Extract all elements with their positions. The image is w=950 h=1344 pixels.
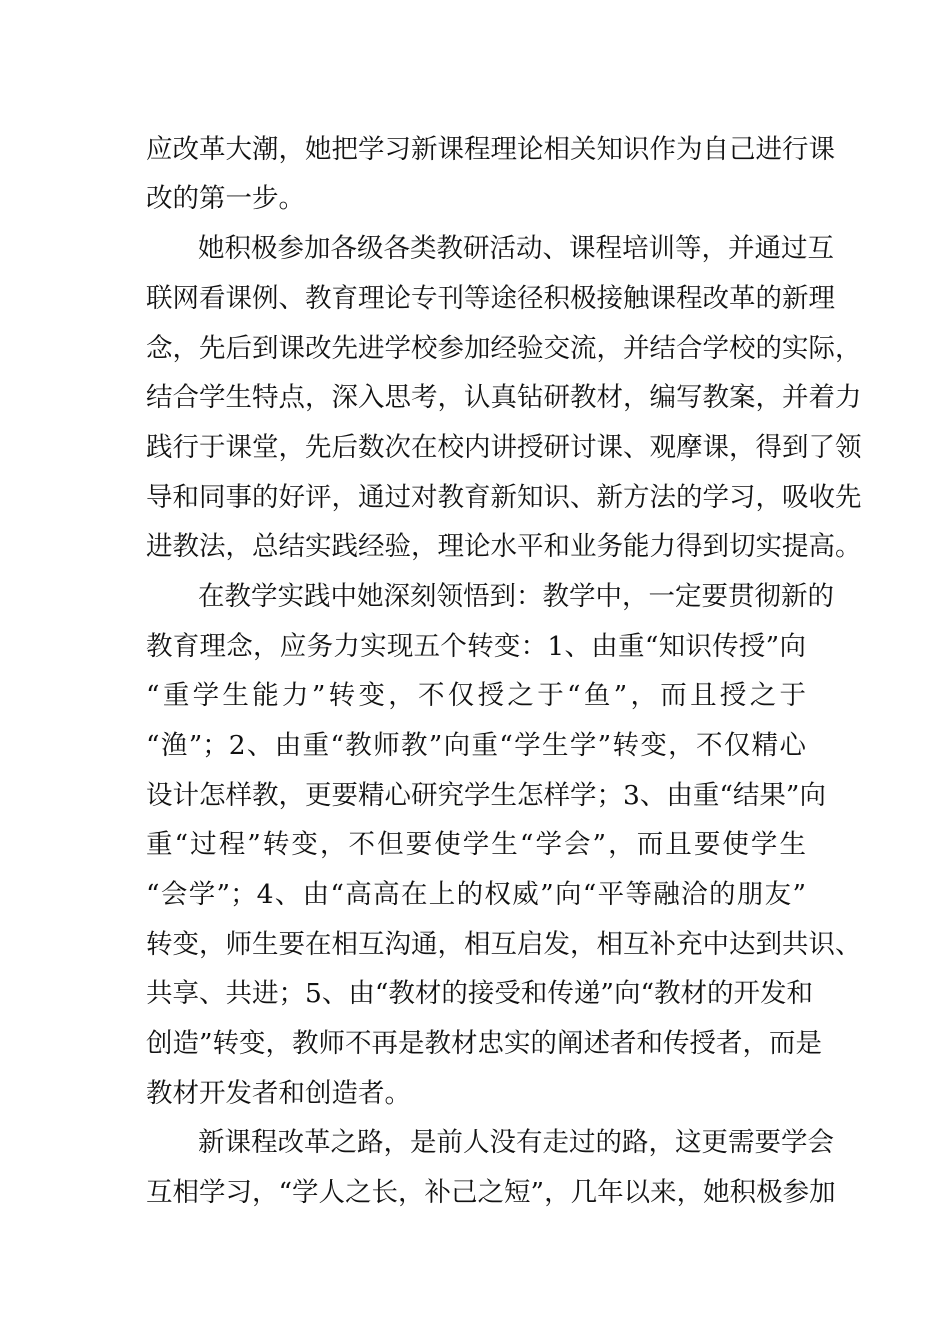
text-line: 设计怎样教，更要精心研究学生怎样学；3、由重“结果”向 [146, 780, 826, 811]
text-line: 教材开发者和创造者。 [146, 1078, 411, 1109]
text-line: 结合学生特点，深入思考，认真钻研教材，编写教案，并着力 [146, 382, 862, 413]
text-line: 在教学实践中她深刻领悟到：教学中，一定要贯彻新的 [198, 581, 834, 612]
text-line: 教育理念，应务力实现五个转变：1、由重“知识传授”向 [146, 631, 806, 662]
text-line: “渔”；2、由重“教师教”向重“学生学”转变，不仅精心 [146, 730, 806, 761]
text-line: 重“过程”转变，不但要使学生“学会”，而且要使学生 [146, 829, 806, 860]
text-line: 新课程改革之路，是前人没有走过的路，这更需要学会 [198, 1127, 834, 1158]
text-line: 她积极参加各级各类教研活动、课程培训等，并通过互 [198, 233, 834, 264]
text-line: 转变，师生要在相互沟通，相互启发，相互补充中达到共识、 [146, 929, 862, 960]
text-line: “重学生能力”转变，不仅授之于“鱼”，而且授之于 [146, 680, 806, 711]
text-line: 创造”转变，教师不再是教材忠实的阐述者和传授者，而是 [146, 1028, 823, 1059]
text-line: 践行于课堂，先后数次在校内讲授研讨课、观摩课，得到了领 [146, 432, 862, 463]
text-line: 共享、共进；5、由“教材的接受和传递”向“教材的开发和 [146, 978, 814, 1009]
text-line: 念，先后到课改先进学校参加经验交流，并结合学校的实际， [146, 333, 862, 364]
text-line: 导和同事的好评，通过对教育新知识、新方法的学习，吸收先 [146, 482, 862, 513]
text-line: 互相学习，“学人之长，补己之短”，几年以来，她积极参加 [146, 1177, 836, 1208]
text-line: 应改革大潮，她把学习新课程理论相关知识作为自己进行课 [146, 134, 835, 165]
text-line: “会学”；4、由“高高在上的权威”向“平等融洽的朋友” [146, 879, 806, 910]
text-line: 进教法，总结实践经验，理论水平和业务能力得到切实提高。 [146, 531, 862, 562]
text-line: 改的第一步。 [146, 183, 305, 214]
text-line: 联网看课例、教育理论专刊等途径积极接触课程改革的新理 [146, 283, 835, 314]
